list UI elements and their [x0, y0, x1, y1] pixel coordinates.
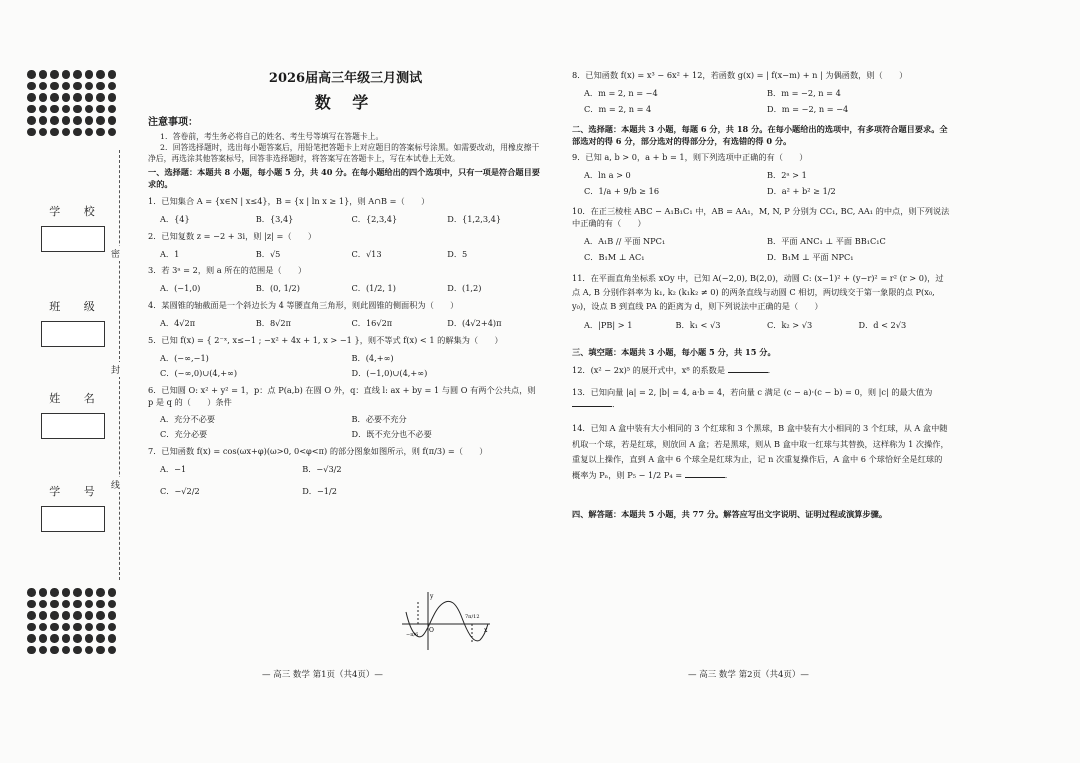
- binding-dot: [50, 93, 59, 102]
- option[interactable]: D．d < 2√3: [858, 319, 907, 330]
- name-field[interactable]: [40, 390, 106, 439]
- class-label: 班 级: [49, 300, 105, 313]
- binding-dot: [50, 611, 59, 620]
- question-12: 12．(x² − 2x)⁵ 的展开式中，x⁸ 的系数是 ．: [572, 365, 776, 376]
- seal-char-mi: 密: [111, 246, 120, 261]
- option[interactable]: C．√13: [351, 248, 382, 259]
- binding-dot: [62, 634, 71, 643]
- binding-dot: [39, 646, 48, 655]
- binding-dot: [27, 634, 36, 643]
- question-stem: 4．某圆锥的轴截面是一个斜边长为 4 等腰直角三角形，则此圆锥的侧面积为（ ）: [148, 300, 459, 311]
- class-box[interactable]: [41, 321, 105, 347]
- binding-dot: [85, 623, 94, 632]
- option[interactable]: B．−√3/2: [302, 464, 342, 475]
- binding-dot: [73, 128, 82, 137]
- school-label: 学 校: [49, 205, 105, 218]
- option[interactable]: B．必要不充分: [351, 414, 407, 425]
- tick-label-neg-pi6: −π/6: [406, 632, 419, 638]
- binding-dot: [50, 600, 59, 609]
- question-stem: 10．在正三棱柱 ABC − A₁B₁C₁ 中，AB = AA₁，M, N, P 分别为 CC₁, BC, AA₁ 的中点，则下列说法中正确的有（ ）: [572, 206, 950, 229]
- option[interactable]: A．(−1,0): [160, 283, 201, 294]
- binding-dot: [73, 623, 82, 632]
- option[interactable]: C．16√2π: [351, 318, 393, 329]
- binding-dot: [108, 646, 117, 655]
- binding-dot: [27, 116, 36, 125]
- option[interactable]: D．{1,2,3,4}: [447, 213, 502, 224]
- binding-dot: [96, 588, 105, 597]
- binding-dot: [39, 600, 48, 609]
- question-11: [572, 272, 950, 332]
- option[interactable]: B．8√2π: [255, 318, 291, 329]
- option[interactable]: B．{3,4}: [255, 213, 294, 224]
- option[interactable]: C．(−∞,0)∪(4,+∞): [160, 367, 238, 378]
- binding-dot: [50, 82, 59, 91]
- question-stem: 6．已知圆 O: x² + y² = 1，p：点 P(a,b) 在圆 O 外，q：直线 l: ax + by = 1 与圆 O 有两个公共点，则 p 是 q 的（ ）条件: [148, 384, 536, 407]
- binding-dot: [27, 70, 36, 79]
- option[interactable]: C．m = 2, n = 4: [584, 103, 652, 114]
- notice-heading: 注意事项：: [148, 117, 198, 129]
- axis-label-y: y: [430, 593, 434, 600]
- binding-dot: [50, 646, 59, 655]
- question-10: [572, 206, 950, 264]
- option[interactable]: D．m = −2, n = −4: [767, 103, 849, 114]
- option[interactable]: D．(1,2): [447, 283, 482, 294]
- binding-dot: [62, 588, 71, 597]
- exam-title: 2026届高三年级三月测试: [268, 71, 423, 86]
- option[interactable]: A．4√2π: [160, 318, 196, 329]
- school-field[interactable]: [40, 203, 106, 252]
- question-6: [148, 385, 543, 442]
- seal-char-feng: 封: [111, 362, 120, 377]
- question-stem: 8．已知函数 f(x) = x³ − 6x² + 12，若函数 g(x) = | f(x−m) + n | 为偶函数，则（ ）: [572, 70, 908, 80]
- binding-dot: [39, 128, 48, 137]
- option[interactable]: A．(−∞,−1): [160, 352, 209, 363]
- name-label: 姓 名: [49, 392, 105, 405]
- binding-dot: [85, 634, 94, 643]
- binding-dot: [96, 600, 105, 609]
- binding-dot: [50, 623, 59, 632]
- school-box[interactable]: [41, 226, 105, 252]
- student-id-label: 学 号: [49, 485, 105, 498]
- binding-dot: [108, 70, 117, 79]
- option[interactable]: D．B₁M ⊥ 平面 NPC₁: [767, 251, 854, 262]
- option[interactable]: A．−1: [160, 464, 187, 475]
- option[interactable]: C．k₂ > √3: [767, 319, 813, 330]
- binding-dot: [62, 128, 71, 137]
- question-stem: 3．若 3ᵃ = 2，则 a 所在的范围是（ ）: [148, 265, 307, 276]
- binding-dot: [108, 600, 117, 609]
- option[interactable]: C．−√2/2: [160, 486, 200, 496]
- section-heading: 一、选择题：本题共 8 小题，每小题 5 分，共 40 分。在每小题给出的四个选项中，只有一项是符合题目要求的。: [148, 167, 540, 189]
- binding-dot: [27, 611, 36, 620]
- option[interactable]: A．ln a > 0: [584, 170, 631, 181]
- binding-dot: [85, 588, 94, 597]
- binding-dot: [62, 600, 71, 609]
- binding-dot: [85, 70, 94, 79]
- binding-dot: [73, 70, 82, 79]
- question-stem: 14．已知 A 盒中装有大小相同的 3 个红球和 3 个黑球，B 盒中装有大小相同的 3 个红球，从 A 盒中随机取一个球，若是红球，则放回 A 盒；若是黑球，则从 B 盒中取一红球与其替换，这样称为 1 次操作，重复以上操作，直到 A 盒中 6 个球全是红球为止，记 n 次重复操作后，A 盒中 6 个球恰好全是红球的概率为 Pₙ，则 P₅ − 1/2 P₄ =: [572, 422, 949, 480]
- binding-dot: [39, 93, 48, 102]
- binding-dot: [27, 128, 36, 137]
- option[interactable]: C．1/a + 9/b ≥ 16: [584, 186, 660, 197]
- binding-dot: [85, 82, 94, 91]
- option[interactable]: D．−1/2: [302, 486, 337, 496]
- option[interactable]: A．A₁B // 平面 NPC₁: [584, 235, 666, 246]
- binding-dot: [73, 116, 82, 125]
- question-stem: 11．在平面直角坐标系 xOy 中，已知 A(−2,0), B(2,0)，动圆 C: (x−1)² + (y−r)² = r² (r > 0)，过点 A, B 分别作斜率为 k₁, k₂ (k₁k₂ ≠ 0) 的两条直线与动圆 C 相切，两切线交于第一象限的点 P(x₀, y₀)，设点 B 到直线 PA 的距离为 d，则下列说法中正确的是（ ）: [572, 272, 944, 311]
- question-stem: 12．(x² − 2x)⁵ 的展开式中，x⁸ 的系数是: [572, 365, 726, 376]
- option[interactable]: D．(−1,0)∪(4,+∞): [351, 367, 428, 378]
- binding-dot: [27, 646, 36, 655]
- binding-dot: [50, 634, 59, 643]
- binding-dot: [27, 623, 36, 632]
- question-stem: 7．已知函数 f(x) = cos(ωx+φ)(ω>0, 0<φ<π) 的部分图象如图所示，则 f(π/3) =（ ）: [148, 446, 488, 457]
- origin-label: O: [429, 627, 434, 634]
- axis-label-x: x: [484, 627, 488, 634]
- option[interactable]: C．(1/2, 1): [351, 283, 396, 294]
- binding-dot: [96, 116, 105, 125]
- question-stem: 2．已知复数 z = −2 + 3i，则 |z| =（ ）: [148, 230, 317, 241]
- binding-dot: [73, 93, 82, 102]
- option[interactable]: D．既不充分也不必要: [351, 429, 432, 440]
- question-stem: 13．已知向量 |a| = 2, |b| = 4, a·b = 4，若向量 c 满足 (c − a)·(c − b) = 0，则 |c| 的最大值为: [572, 387, 933, 398]
- binding-dot: [85, 116, 94, 125]
- binding-dot: [108, 634, 117, 643]
- binding-dot: [85, 105, 94, 114]
- binding-dot: [50, 105, 59, 114]
- binding-dot: [73, 646, 82, 655]
- binding-dot: [39, 116, 48, 125]
- binding-dot: [39, 634, 48, 643]
- binding-dot: [73, 105, 82, 114]
- option[interactable]: D．5: [447, 248, 468, 259]
- binding-dot: [73, 588, 82, 597]
- answer-blank[interactable]: [572, 406, 612, 407]
- binding-dot: [27, 600, 36, 609]
- option[interactable]: B．(0, 1/2): [255, 283, 300, 294]
- binding-dot: [96, 611, 105, 620]
- binding-dot: [108, 588, 117, 597]
- binding-dot: [39, 623, 48, 632]
- left-column: [148, 70, 543, 498]
- option[interactable]: B．k₁ < √3: [675, 319, 721, 330]
- binding-dot: [85, 646, 94, 655]
- binding-dot: [96, 634, 105, 643]
- binding-dot: [96, 128, 105, 137]
- cosine-graph: [400, 590, 492, 652]
- binding-dot: [62, 93, 71, 102]
- name-box[interactable]: [41, 413, 105, 439]
- binding-dot: [96, 82, 105, 91]
- footer-left: — 高三 数学 第1页（共4页）—: [262, 670, 383, 680]
- binding-dot: [27, 82, 36, 91]
- question-7: [148, 446, 543, 498]
- class-field[interactable]: [40, 298, 106, 347]
- answer-blank[interactable]: [685, 477, 725, 478]
- binding-dot: [73, 82, 82, 91]
- binding-dot: [85, 600, 94, 609]
- question-14: 14．已知 A 盒中装有大小相同的 3 个红球和 3 个黑球，B 盒中装有大小相同的 3 个红球，从 A 盒中随机取一个球，若是红球，则放回 A 盒；若是黑球，则从 B 盒中取一红球与其替换，这样称为 1 次操作，重复以上操作，直到 A 盒中 6 个球全是红球为止，记 n 次重复操作后，A 盒中 6 个球恰好全是红球的概率为 Pₙ，则 P₅ − 1/2 P₄ = ．: [572, 422, 949, 480]
- binding-dot: [73, 600, 82, 609]
- binding-dot: [85, 93, 94, 102]
- tick-label-7pi12: 7π/12: [465, 614, 480, 620]
- question-stem: 1．已知集合 A = {x∈N | x≤4}，B = {x | ln x ≥ 1}，则 A∩B =（ ）: [148, 195, 430, 206]
- binding-dot: [108, 93, 117, 102]
- seal-char-xian: 线: [111, 477, 120, 492]
- question-8: [572, 70, 950, 116]
- binding-dot: [73, 611, 82, 620]
- answer-blank[interactable]: [728, 372, 768, 373]
- option[interactable]: C．B₁M ⊥ AC₁: [584, 251, 645, 262]
- option[interactable]: B．2ᵃ > 1: [767, 170, 807, 181]
- binding-dot: [96, 105, 105, 114]
- binding-dot: [62, 623, 71, 632]
- option[interactable]: A．{4}: [160, 213, 190, 224]
- binding-dot: [85, 611, 94, 620]
- binding-dot: [62, 82, 71, 91]
- notice-item: 1．答卷前，考生务必将自己的姓名、考生号等填写在答题卡上。: [160, 131, 384, 141]
- option[interactable]: A．充分不必要: [160, 414, 216, 425]
- binding-dot: [108, 82, 117, 91]
- question-stem: 9．已知 a, b > 0，a + b = 1，则下列选项中正确的有（ ）: [572, 152, 808, 163]
- binding-dot: [27, 105, 36, 114]
- question-4: [148, 300, 543, 330]
- binding-dots-bottom: [27, 588, 119, 657]
- binding-dot: [50, 588, 59, 597]
- binding-dot: [39, 611, 48, 620]
- option[interactable]: B．m = −2, n = 4: [767, 87, 841, 98]
- binding-dots-top: [27, 70, 119, 139]
- option[interactable]: C．充分必要: [160, 429, 208, 440]
- binding-dot: [73, 634, 82, 643]
- option[interactable]: D．(4√2+4)π: [447, 318, 502, 329]
- binding-dot: [27, 93, 36, 102]
- question-2: [148, 231, 543, 261]
- binding-dot: [39, 82, 48, 91]
- binding-dot: [50, 116, 59, 125]
- option[interactable]: B．平面 ANC₁ ⊥ 平面 BB₁C₁C: [767, 235, 886, 246]
- binding-dot: [62, 70, 71, 79]
- binding-dot: [62, 611, 71, 620]
- option[interactable]: A．|PB| > 1: [584, 319, 633, 330]
- section-heading: 二、选择题：本题共 3 小题，每题 6 分，共 18 分。在每小题给出的选项中，有多项符合题目要求。全部选对的得 6 分，部分选对的得部分分，有选错的得 0 分。: [572, 123, 948, 146]
- student-id-box[interactable]: [41, 506, 105, 532]
- binding-dot: [50, 70, 59, 79]
- binding-dot: [96, 646, 105, 655]
- option[interactable]: B．√5: [255, 248, 281, 259]
- option[interactable]: C．{2,3,4}: [351, 213, 398, 224]
- question-3: [148, 265, 543, 295]
- binding-dot: [96, 70, 105, 79]
- question-1: [148, 196, 543, 226]
- binding-dot: [39, 588, 48, 597]
- binding-dot: [108, 116, 117, 125]
- binding-dot: [62, 646, 71, 655]
- binding-dot: [96, 623, 105, 632]
- binding-dot: [108, 105, 117, 114]
- option[interactable]: A．m = 2, n = −4: [584, 87, 658, 98]
- option[interactable]: B．(4,+∞): [351, 352, 394, 363]
- binding-dot: [39, 70, 48, 79]
- binding-dot: [108, 128, 117, 137]
- question-13: 13．已知向量 |a| = 2, |b| = 4, a·b = 4，若向量 c 满足 (c − a)·(c − b) = 0，则 |c| 的最大值为 ．: [572, 387, 933, 410]
- binding-dot: [50, 128, 59, 137]
- option[interactable]: D．a² + b² ≥ 1/2: [767, 186, 836, 197]
- right-column: [572, 70, 950, 521]
- question-9: [572, 152, 950, 198]
- notice-item: 2．回答选择题时，选出每小题答案后，用铅笔把答题卡上对应题目的答案标号涂黑。如需要改动，用橡皮擦干净后，再选涂其他答案标号，回答非选择题时，将答案写在答题卡上，写在本试卷上无效。: [148, 143, 540, 163]
- student-id-field[interactable]: [40, 483, 106, 532]
- section-heading: 三、填空题：本题共 3 小题，每小题 5 分，共 15 分。: [572, 347, 776, 358]
- question-stem: 5．已知 f(x) = { 2⁻ˣ, x≤−1 ; −x² + 4x + 1, x > −1 }，则不等式 f(x) < 1 的解集为（ ）: [148, 334, 503, 345]
- footer-right: — 高三 数学 第2页（共4页）—: [688, 670, 809, 680]
- subject-title: 数 学: [314, 92, 377, 112]
- binding-dot: [108, 623, 117, 632]
- binding-dot: [62, 116, 71, 125]
- binding-dot: [39, 105, 48, 114]
- binding-dot: [108, 611, 117, 620]
- binding-dot: [85, 128, 94, 137]
- section-heading: 四、解答题：本题共 5 小题，共 77 分。解答应写出文字说明、证明过程或演算步骤。: [572, 509, 888, 520]
- binding-dot: [27, 588, 36, 597]
- binding-dot: [96, 93, 105, 102]
- option[interactable]: A．1: [160, 248, 180, 259]
- question-5: [148, 335, 543, 380]
- binding-dot: [62, 105, 71, 114]
